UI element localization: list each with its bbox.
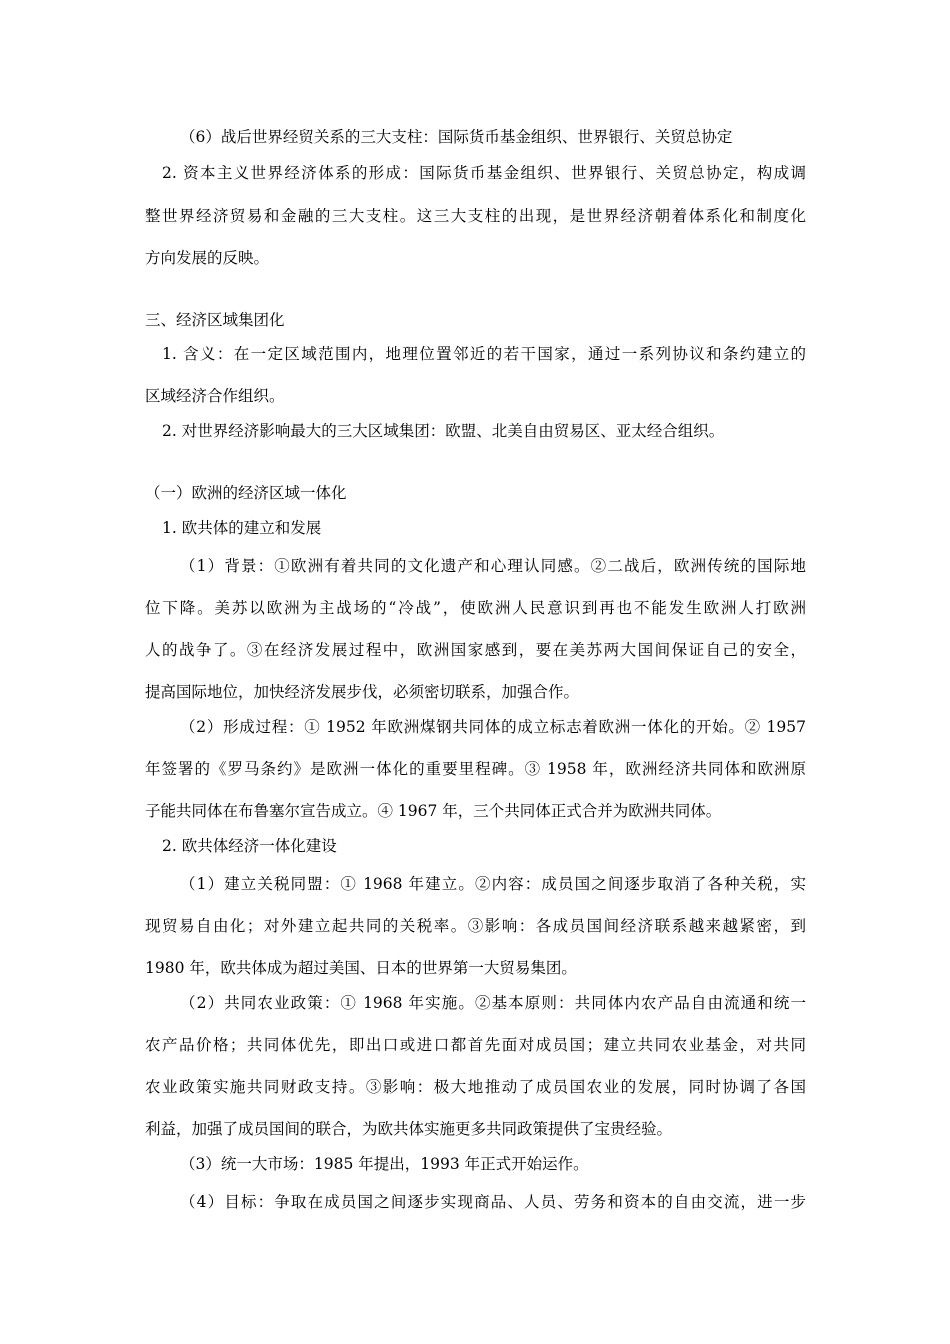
text-line: 2. 对世界经济影响最大的三大区域集团：欧盟、北美自由贸易区、亚太经合组织。 xyxy=(162,422,725,440)
text-line: 利益，加强了成员国间的联合，为欧共体实施更多共同政策提供了宝贵经验。 xyxy=(145,1120,673,1138)
text-line: （1）建立关税同盟：① 1968 年建立。②内容：成员国之间逐步取消了各种关税，实 xyxy=(180,875,806,893)
text-line: 年签署的《罗马条约》是欧洲一体化的重要里程碑。③ 1958 年，欧洲经济共同体和欧洲原 xyxy=(145,760,806,778)
text-line: 提高国际地位，加快经济发展步伐，必须密切联系，加强合作。 xyxy=(145,683,580,701)
section-heading: 三、经济区域集团化 xyxy=(145,311,285,329)
text-line: 整世界经济贸易和金融的三大支柱。这三大支柱的出现，是世界经济朝着体系化和制度化 xyxy=(145,207,806,225)
subsection-heading: 2. 欧共体经济一体化建设 xyxy=(162,837,337,855)
text-line: （2）共同农业政策：① 1968 年实施。②基本原则：共同体内农产品自由流通和统一 xyxy=(180,994,806,1012)
text-line: 农产品价格；共同体优先，即出口或进口都首先面对成员国；建立共同农业基金，对共同 xyxy=(145,1036,806,1054)
text-line: 区域经济合作组织。 xyxy=(145,387,285,405)
section-heading: （一）欧洲的经济区域一体化 xyxy=(145,484,347,502)
subsection-heading: 1. 欧共体的建立和发展 xyxy=(162,519,322,537)
text-line: （1）背景：①欧洲有着共同的文化遗产和心理认同感。②二战后，欧洲传统的国际地 xyxy=(180,557,806,575)
text-line: 位下降。美苏以欧洲为主战场的“冷战”，使欧洲人民意识到再也不能发生欧洲人打欧洲 xyxy=(145,599,806,617)
text-line: 农业政策实施共同财政支持。③影响：极大地推动了成员国农业的发展，同时协调了各国 xyxy=(145,1078,806,1096)
text-line: 1. 含义：在一定区域范围内，地理位置邻近的若干国家，通过一系列协议和条约建立的 xyxy=(162,345,806,363)
text-line: （3）统一大市场：1985 年提出，1993 年正式开始运作。 xyxy=(180,1155,589,1173)
text-line: 方向发展的反映。 xyxy=(145,249,270,267)
text-line: 1980 年，欧共体成为超过美国、日本的世界第一大贸易集团。 xyxy=(145,959,577,977)
text-line: 人的战争了。③在经济发展过程中，欧洲国家感到，要在美苏两大国间保证自己的安全， xyxy=(145,641,806,659)
text-line: （4）目标：争取在成员国之间逐步实现商品、人员、劳务和资本的自由交流，进一步 xyxy=(180,1193,806,1211)
text-line: （6）战后世界经贸关系的三大支柱：国际货币基金组织、世界银行、关贸总协定 xyxy=(180,128,733,146)
text-line: 现贸易自由化；对外建立起共同的关税率。③影响：各成员国间经济联系越来越紧密，到 xyxy=(145,917,806,935)
text-line: 子能共同体在布鲁塞尔宣告成立。④ 1967 年，三个共同体正式合并为欧洲共同体。 xyxy=(145,802,722,820)
text-line: 2. 资本主义世界经济体系的形成：国际货币基金组织、世界银行、关贸总协定，构成调 xyxy=(162,164,806,182)
text-line: （2）形成过程：① 1952 年欧洲煤钢共同体的成立标志着欧洲一体化的开始。② 1957 xyxy=(180,718,806,736)
